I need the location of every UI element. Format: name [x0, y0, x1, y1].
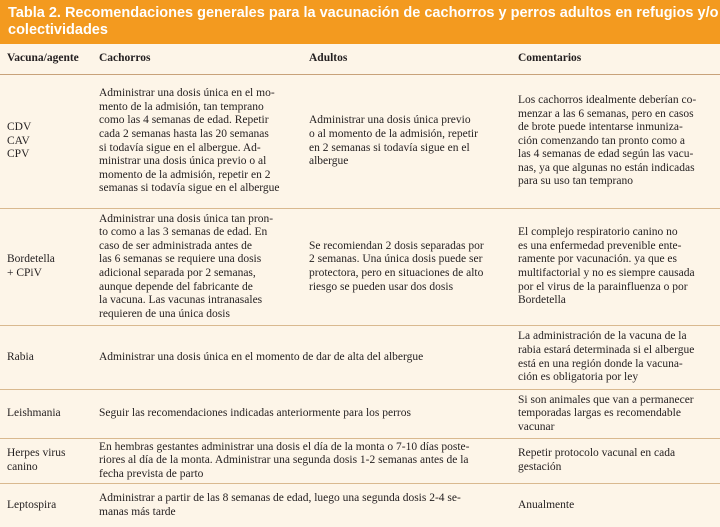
comments-line: temporadas largas es recomendable: [518, 407, 681, 420]
comments-line: La administración de la vacuna de la: [518, 330, 687, 343]
comments-line: Si son animales que van a permanecer: [518, 393, 694, 406]
puppies-line: manas más tarde: [99, 505, 176, 518]
agent-line: Rabia: [7, 350, 34, 363]
puppies-line: si todavía sigue en el albergue. Ad-: [99, 141, 261, 154]
puppies-line: En hembras gestantes administrar una dosis el día de la monta o 7-10 días poste-: [99, 440, 470, 453]
comments-cell: [518, 484, 716, 527]
agent-line: canino: [7, 461, 38, 473]
comments-line: es una enfermedad prevenible ente-: [518, 239, 682, 252]
agent-line: Leptospira: [7, 498, 57, 511]
comments-cell: [518, 326, 716, 389]
puppies-line: las 6 semanas se requiere una dosis: [99, 253, 262, 266]
adults-line: en 2 semanas si todavía sigue en el: [309, 141, 470, 154]
adults-cell: [309, 75, 505, 208]
comments-line: rabia estará determinada si el albergue: [518, 343, 695, 356]
table-title: [0, 0, 720, 44]
puppies-line: cada 2 semanas hasta las 20 semanas: [99, 127, 269, 140]
agent-line: Herpes virus: [7, 447, 66, 460]
comments-line: está en una región donde la vacuna-: [518, 357, 683, 370]
puppies-line: como las 4 semanas de edad. Repetir: [99, 114, 269, 127]
puppies-line: caso de ser administrada antes de: [99, 239, 252, 252]
header-vacuna-agente: Vacuna/agente: [7, 52, 79, 65]
table-row-leishmania: [0, 390, 720, 439]
adults-line: o al momento de la admisión, repetir: [309, 127, 478, 140]
puppies-line: la vacuna. Las vacunas intranasales: [99, 294, 263, 307]
puppies-line: to como a las 3 semanas de edad. En: [99, 226, 268, 239]
puppies-cell: [99, 484, 503, 527]
agent-line: Bordetella: [7, 253, 55, 266]
comments-line: por el virus de la parainfluenza o por: [518, 280, 688, 293]
adults-line: Se recomiendan 2 dosis separadas por: [309, 239, 484, 252]
puppies-line: Administrar una dosis única en el mo-: [99, 87, 275, 100]
comments-line: ción comenzando tan pronto como a: [518, 134, 686, 147]
comments-line: multifactorial y no es siempre causada: [518, 267, 695, 279]
agent-cell: [7, 439, 93, 483]
comments-line: menzar a las 6 semanas, pero en casos: [518, 107, 694, 120]
header-adultos: Adultos: [309, 52, 348, 65]
comments-line: las 4 semanas de edad según las vacu-: [518, 148, 694, 161]
puppies-line: Administrar una dosis única en el momento de dar de alta del albergue: [99, 350, 424, 363]
comments-line: El complejo respiratorio canino no: [518, 226, 678, 239]
puppies-line: Seguir las recomendaciones indicadas anteriormente para los perros: [99, 407, 411, 420]
comments-line: de brote puede intentarse inmuniza-: [518, 121, 683, 134]
puppies-line: riores al día de la monta. Administrar una segunda dosis 1-2 semanas antes de la: [99, 454, 469, 467]
agent-cell: [7, 326, 93, 389]
agent-cell: [7, 209, 93, 325]
agent-line: Leishmania: [7, 407, 61, 420]
table-row-rabia: [0, 326, 720, 390]
table-row-bordetella: [0, 209, 720, 326]
comments-cell: [518, 75, 716, 208]
agent-line: CAV: [7, 134, 30, 147]
puppies-cell: [99, 326, 503, 389]
puppies-line: requieren de una única dosis: [99, 307, 230, 320]
adults-cell: [309, 209, 505, 325]
adults-line: riesgo se pueden usar dos dosis: [309, 280, 454, 293]
puppies-cell: [99, 209, 299, 325]
table-title-line-1: Tabla 2. Recomendaciones generales para la vacunación de cachorros y perros adultos en refugios y/o: [8, 5, 719, 21]
table-row-leptospira: [0, 484, 720, 527]
header-cachorros: Cachorros: [99, 52, 151, 65]
comments-cell: [518, 439, 716, 483]
adults-line: Administrar una dosis única previo: [309, 114, 471, 127]
puppies-cell: [99, 75, 299, 208]
agent-cell: [7, 390, 93, 438]
agent-line: CDV: [7, 121, 32, 134]
puppies-line: mento de la admisión, tan temprano: [99, 100, 264, 113]
comments-line: Anualmente: [518, 498, 575, 511]
comments-cell: [518, 390, 716, 438]
puppies-line: semanas si todavía sigue en el albergue: [99, 182, 280, 195]
comments-line: Repetir protocolo vacunal en cada: [518, 447, 676, 460]
comments-line: nas, ya que algunas no están indicadas: [518, 161, 695, 174]
agent-line: CPV: [7, 148, 30, 161]
comments-line: ramente por vacunación. ya que es: [518, 253, 678, 266]
comments-cell: [518, 209, 716, 325]
puppies-line: Administrar una dosis única tan pron-: [99, 212, 274, 225]
puppies-line: Administrar a partir de las 8 semanas de edad, luego una segunda dosis 2-4 se-: [99, 491, 461, 504]
table-title-line-2: colectividades: [8, 22, 108, 38]
comments-line: Los cachorros idealmente deberían co-: [518, 93, 697, 106]
puppies-line: ministrar una dosis única previo o al: [99, 155, 267, 168]
comments-line: gestación: [518, 461, 562, 473]
table-row-herpes-virus: [0, 439, 720, 484]
table-row-cdv-cav-cpv: [0, 75, 720, 209]
puppies-line: aunque depende del fabricante de: [99, 280, 253, 293]
comments-line: ción es obligatoria por ley: [518, 371, 639, 384]
agent-line: + CPiV: [7, 267, 42, 279]
puppies-line: fecha prevista de parto: [99, 467, 204, 480]
comments-line: vacunar: [518, 420, 555, 433]
table-header-row: [0, 44, 720, 75]
puppies-line: adicional separada por 2 semanas,: [99, 267, 256, 279]
header-comentarios: Comentarios: [518, 52, 582, 65]
adults-line: albergue: [309, 155, 349, 168]
agent-cell: [7, 75, 93, 208]
puppies-cell: [99, 390, 503, 438]
puppies-cell: [99, 439, 503, 483]
agent-cell: [7, 484, 93, 527]
puppies-line: momento de la admisión, repetir en 2: [99, 168, 271, 181]
comments-line: para su uso tan temprano: [518, 175, 633, 188]
comments-line: Bordetella: [518, 294, 566, 307]
adults-line: 2 semanas. Una única dosis puede ser: [309, 253, 483, 266]
adults-line: protectora, pero en situaciones de alto: [309, 267, 484, 279]
